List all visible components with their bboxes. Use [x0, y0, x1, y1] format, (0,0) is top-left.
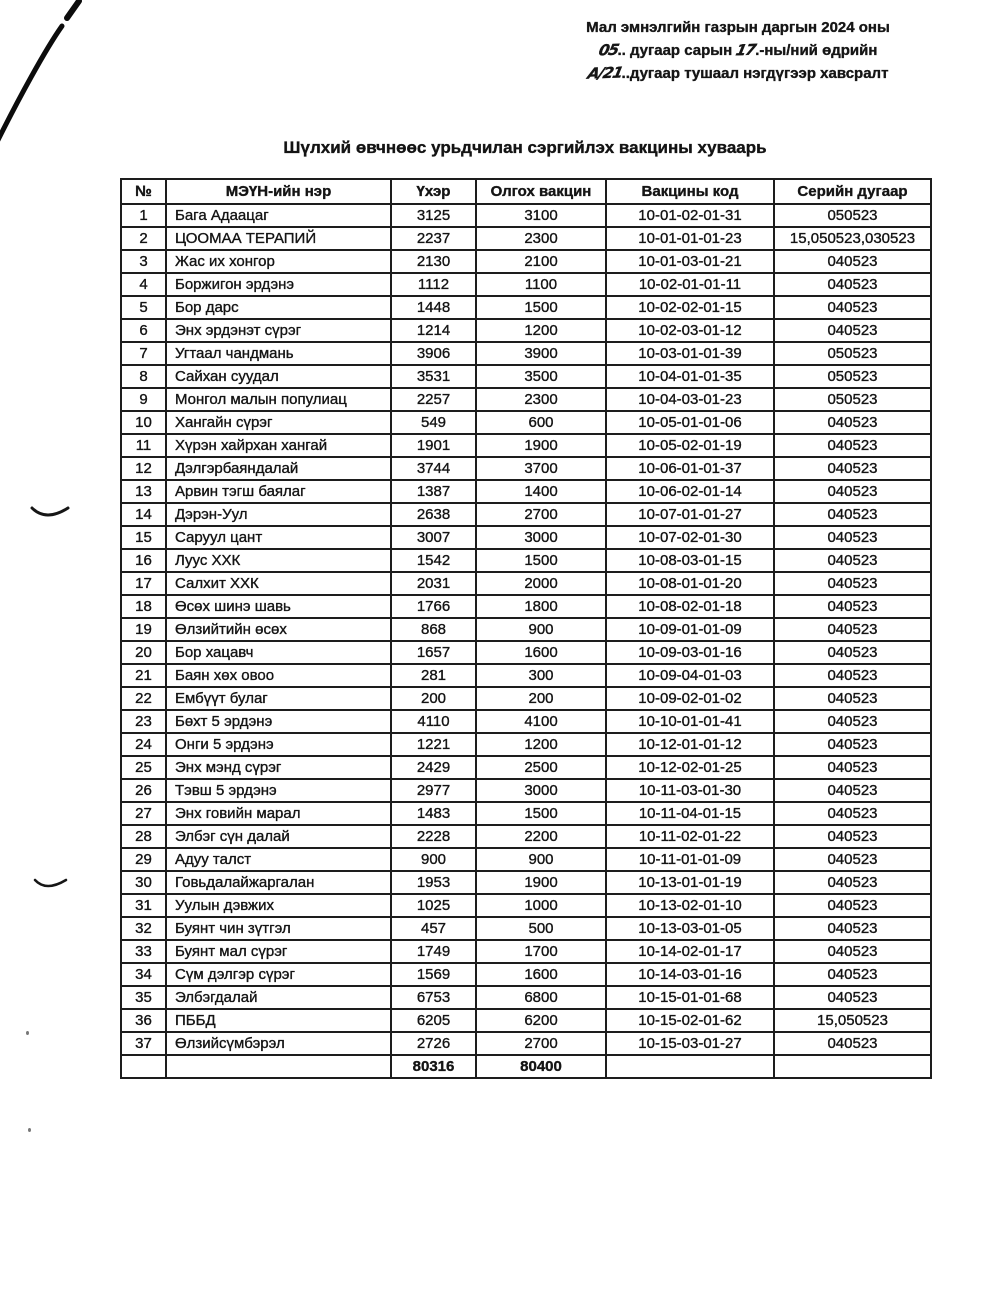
tick-mark-lower [32, 872, 76, 896]
scan-speck [28, 1128, 31, 1132]
vaccine-count: 6800 [476, 986, 606, 1009]
serial-number: 15,050523 [774, 1009, 931, 1032]
unit-name: Дэлгэрбаяндалай [166, 457, 391, 480]
vaccine-count: 1800 [476, 595, 606, 618]
serial-number: 040523 [774, 733, 931, 756]
table-row [121, 687, 931, 710]
unit-name: Угтаал чандмань [166, 342, 391, 365]
vaccine-count: 500 [476, 917, 606, 940]
row-number: 31 [121, 894, 166, 917]
unit-name: Энх эрдэнэт сүрэг [166, 319, 391, 342]
vaccine-count: 1600 [476, 641, 606, 664]
cattle-count: 6753 [391, 986, 476, 1009]
vaccine-count: 1500 [476, 802, 606, 825]
unit-name: Бага Адаацаг [166, 204, 391, 227]
cattle-count: 1542 [391, 549, 476, 572]
table-row [121, 595, 931, 618]
cattle-count: 1953 [391, 871, 476, 894]
handwritten-day: 17 [734, 40, 758, 60]
vaccine-code: 10-01-02-01-31 [606, 204, 774, 227]
vaccine-count: 3900 [476, 342, 606, 365]
table-row [121, 434, 931, 457]
vaccine-code: 10-04-03-01-23 [606, 388, 774, 411]
vaccine-count: 2300 [476, 388, 606, 411]
serial-number: 040523 [774, 894, 931, 917]
unit-name: Тэвш 5 эрдэнэ [166, 779, 391, 802]
table-row [121, 526, 931, 549]
serial-number: 050523 [774, 388, 931, 411]
unit-name: Адуу талст [166, 848, 391, 871]
vaccine-count: 3000 [476, 526, 606, 549]
table-row [121, 204, 931, 227]
serial-number: 040523 [774, 779, 931, 802]
cattle-count: 900 [391, 848, 476, 871]
cattle-count: 2237 [391, 227, 476, 250]
table-row [121, 480, 931, 503]
table-row [121, 825, 931, 848]
table-row [121, 871, 931, 894]
vaccine-count: 4100 [476, 710, 606, 733]
cattle-count: 1749 [391, 940, 476, 963]
unit-name: Бөхт 5 эрдэнэ [166, 710, 391, 733]
table-row [121, 917, 931, 940]
row-number: 15 [121, 526, 166, 549]
row-number: 1 [121, 204, 166, 227]
vaccine-code: 10-03-01-01-39 [606, 342, 774, 365]
vaccine-count: 1400 [476, 480, 606, 503]
cattle-count: 1221 [391, 733, 476, 756]
vaccine-code: 10-01-01-01-23 [606, 227, 774, 250]
table-row [121, 802, 931, 825]
serial-number: 040523 [774, 457, 931, 480]
vaccine-count: 900 [476, 848, 606, 871]
table-row [121, 986, 931, 1009]
unit-name: Луус ХХК [166, 549, 391, 572]
unit-name: Буянт мал сүрэг [166, 940, 391, 963]
row-number: 36 [121, 1009, 166, 1032]
cattle-count: 2977 [391, 779, 476, 802]
unit-name: Саруул цант [166, 526, 391, 549]
vaccine-code: 10-11-01-01-09 [606, 848, 774, 871]
serial-number: 040523 [774, 503, 931, 526]
unit-name: ЦООМАА ТЕРАПИЙ [166, 227, 391, 250]
cattle-count: 3531 [391, 365, 476, 388]
vaccine-code: 10-12-02-01-25 [606, 756, 774, 779]
row-number: 2 [121, 227, 166, 250]
serial-number: 040523 [774, 986, 931, 1009]
vaccine-count: 1000 [476, 894, 606, 917]
vaccine-total: 80400 [476, 1055, 606, 1078]
unit-name: ПББД [166, 1009, 391, 1032]
unit-name: Боржигон эрдэнэ [166, 273, 391, 296]
vaccine-count: 3000 [476, 779, 606, 802]
unit-name: Говьдалайжаргалан [166, 871, 391, 894]
serial-number: 040523 [774, 480, 931, 503]
serial-number: 040523 [774, 618, 931, 641]
serial-number: 040523 [774, 549, 931, 572]
vaccine-code: 10-11-02-01-22 [606, 825, 774, 848]
vaccine-count: 1500 [476, 549, 606, 572]
serial-number: 040523 [774, 411, 931, 434]
row-number: 32 [121, 917, 166, 940]
table-row [121, 940, 931, 963]
table-row [121, 894, 931, 917]
vaccine-count: 1700 [476, 940, 606, 963]
cattle-count: 1387 [391, 480, 476, 503]
row-number: 27 [121, 802, 166, 825]
serial-number: 040523 [774, 687, 931, 710]
vaccine-count: 2200 [476, 825, 606, 848]
cattle-count: 2228 [391, 825, 476, 848]
table-row [121, 1009, 931, 1032]
serial-number: 040523 [774, 595, 931, 618]
cattle-count: 2638 [391, 503, 476, 526]
unit-name: Бор дарс [166, 296, 391, 319]
row-number: 14 [121, 503, 166, 526]
serial-number: 040523 [774, 917, 931, 940]
vaccine-code: 10-06-01-01-37 [606, 457, 774, 480]
table-row [121, 250, 931, 273]
unit-name: Өсөх шинэ шавь [166, 595, 391, 618]
vaccine-code: 10-13-03-01-05 [606, 917, 774, 940]
vaccine-code: 10-08-02-01-18 [606, 595, 774, 618]
row-number: 35 [121, 986, 166, 1009]
vaccine-count: 3700 [476, 457, 606, 480]
vaccine-code: 10-04-01-01-35 [606, 365, 774, 388]
vaccine-count: 300 [476, 664, 606, 687]
unit-name: Элбэг сүн далай [166, 825, 391, 848]
unit-name: Өлзийсүмбэрэл [166, 1032, 391, 1055]
vaccine-count: 200 [476, 687, 606, 710]
cattle-count: 549 [391, 411, 476, 434]
vaccine-count: 1100 [476, 273, 606, 296]
table-row [121, 641, 931, 664]
unit-name: Жас их хонгор [166, 250, 391, 273]
column-header: Үхэр [391, 179, 476, 204]
vaccine-code: 10-13-01-01-19 [606, 871, 774, 894]
table-row [121, 457, 931, 480]
order-reference-line3: А/21..дугаар тушаал нэгдүгээр хавсралт [568, 62, 908, 85]
table-row [121, 227, 931, 250]
serial-number: 040523 [774, 572, 931, 595]
column-header: МЭҮН-ийн нэр [166, 179, 391, 204]
scan-speck [26, 1031, 29, 1035]
serial-number: 040523 [774, 940, 931, 963]
row-number: 13 [121, 480, 166, 503]
table-row [121, 342, 931, 365]
serial-number: 040523 [774, 641, 931, 664]
page-title: Шүлхий өвчнөөс урьдчилан сэргийлэх вакцины хуваарь [283, 138, 767, 157]
unit-name: Монгол малын популиац [166, 388, 391, 411]
vaccine-count: 6200 [476, 1009, 606, 1032]
row-number: 30 [121, 871, 166, 894]
cattle-count: 2429 [391, 756, 476, 779]
serial-number: 040523 [774, 848, 931, 871]
vaccine-code: 10-02-01-01-11 [606, 273, 774, 296]
cattle-count: 1448 [391, 296, 476, 319]
vaccine-count: 1900 [476, 871, 606, 894]
order-reference-line2: 05.. дугаар сарын 17.-ны/ний өдрийн [568, 39, 908, 62]
serial-number: 15,050523,030523 [774, 227, 931, 250]
handwritten-month: 05 [596, 40, 620, 60]
row-number: 11 [121, 434, 166, 457]
vaccine-count: 2100 [476, 250, 606, 273]
column-header: Олгох вакцин [476, 179, 606, 204]
table-row [121, 756, 931, 779]
vaccine-count: 600 [476, 411, 606, 434]
vaccine-code: 10-05-01-01-06 [606, 411, 774, 434]
order-reference-line1: Мал эмнэлгийн газрын даргын 2024 оны [586, 19, 890, 36]
vaccine-code: 10-15-01-01-68 [606, 986, 774, 1009]
vaccine-code: 10-14-03-01-16 [606, 963, 774, 986]
cell-empty [606, 1055, 774, 1078]
table-row [121, 779, 931, 802]
row-number: 33 [121, 940, 166, 963]
vaccine-count: 1500 [476, 296, 606, 319]
vaccine-count: 1200 [476, 733, 606, 756]
cattle-count: 1657 [391, 641, 476, 664]
vaccine-code: 10-09-04-01-03 [606, 664, 774, 687]
unit-name: Өлзийтийн өсөх [166, 618, 391, 641]
cattle-count: 1025 [391, 894, 476, 917]
row-number: 25 [121, 756, 166, 779]
vaccine-code: 10-06-02-01-14 [606, 480, 774, 503]
vaccine-count: 3100 [476, 204, 606, 227]
cattle-count: 2130 [391, 250, 476, 273]
unit-name: Арвин тэгш баялаг [166, 480, 391, 503]
vaccine-count: 1900 [476, 434, 606, 457]
cattle-count: 6205 [391, 1009, 476, 1032]
vaccine-code: 10-10-01-01-41 [606, 710, 774, 733]
cattle-count: 281 [391, 664, 476, 687]
cattle-count: 1483 [391, 802, 476, 825]
vaccine-code: 10-14-02-01-17 [606, 940, 774, 963]
row-number: 17 [121, 572, 166, 595]
vaccine-count: 900 [476, 618, 606, 641]
unit-name: Буянт чин зүтгэл [166, 917, 391, 940]
table-header-row [121, 179, 931, 204]
cattle-count: 1569 [391, 963, 476, 986]
unit-name: Онги 5 эрдэнэ [166, 733, 391, 756]
handwritten-order-number: А/21 [585, 63, 624, 83]
serial-number: 040523 [774, 710, 931, 733]
row-number: 6 [121, 319, 166, 342]
serial-number: 040523 [774, 871, 931, 894]
cattle-count: 1901 [391, 434, 476, 457]
vaccine-code: 10-08-03-01-15 [606, 549, 774, 572]
unit-name: Энх мэнд сүрэг [166, 756, 391, 779]
vaccine-code: 10-02-03-01-12 [606, 319, 774, 342]
table-row [121, 319, 931, 342]
serial-number: 040523 [774, 825, 931, 848]
unit-name: Уулын дэвжих [166, 894, 391, 917]
table-row [121, 618, 931, 641]
vaccine-code: 10-15-03-01-27 [606, 1032, 774, 1055]
row-number: 26 [121, 779, 166, 802]
vaccine-count: 1200 [476, 319, 606, 342]
cattle-count: 1112 [391, 273, 476, 296]
table-row [121, 733, 931, 756]
serial-number: 040523 [774, 296, 931, 319]
serial-number: 040523 [774, 273, 931, 296]
row-number: 5 [121, 296, 166, 319]
unit-name: Баян хөх овоо [166, 664, 391, 687]
unit-name: Бор хацавч [166, 641, 391, 664]
unit-name: Салхит ХХК [166, 572, 391, 595]
table-row [121, 296, 931, 319]
table-totals-row [121, 1055, 931, 1078]
vaccine-code: 10-07-02-01-30 [606, 526, 774, 549]
row-number: 16 [121, 549, 166, 572]
table-row [121, 848, 931, 871]
row-number: 4 [121, 273, 166, 296]
unit-name: Хүрэн хайрхан хангай [166, 434, 391, 457]
table-row [121, 503, 931, 526]
table-row [121, 388, 931, 411]
row-number: 3 [121, 250, 166, 273]
vaccine-count: 2700 [476, 1032, 606, 1055]
unit-name: Энх говийн марал [166, 802, 391, 825]
vaccine-count: 2500 [476, 756, 606, 779]
row-number: 37 [121, 1032, 166, 1055]
vaccine-code: 10-09-01-01-09 [606, 618, 774, 641]
table-row [121, 710, 931, 733]
table-row [121, 1032, 931, 1055]
table-row [121, 572, 931, 595]
cattle-count: 4110 [391, 710, 476, 733]
cattle-count: 2257 [391, 388, 476, 411]
vaccine-count: 1600 [476, 963, 606, 986]
table-row [121, 273, 931, 296]
unit-name: Хангайн сүрэг [166, 411, 391, 434]
table-row [121, 664, 931, 687]
unit-name: Сүм дэлгэр сүрэг [166, 963, 391, 986]
cell-empty [121, 1055, 166, 1078]
serial-number: 050523 [774, 342, 931, 365]
vaccine-count: 2300 [476, 227, 606, 250]
row-number: 8 [121, 365, 166, 388]
unit-name: Сайхан суудал [166, 365, 391, 388]
cattle-count: 3125 [391, 204, 476, 227]
column-header: № [121, 179, 166, 204]
pen-stroke-mark [0, 0, 110, 150]
row-number: 21 [121, 664, 166, 687]
row-number: 28 [121, 825, 166, 848]
vaccine-code: 10-02-02-01-15 [606, 296, 774, 319]
cattle-count: 457 [391, 917, 476, 940]
serial-number: 040523 [774, 434, 931, 457]
cattle-count: 1766 [391, 595, 476, 618]
vaccine-code: 10-11-03-01-30 [606, 779, 774, 802]
serial-number: 040523 [774, 756, 931, 779]
tick-mark-upper [28, 498, 78, 526]
row-number: 10 [121, 411, 166, 434]
vaccine-code: 10-09-02-01-02 [606, 687, 774, 710]
vaccine-code: 10-12-01-01-12 [606, 733, 774, 756]
cattle-count: 1214 [391, 319, 476, 342]
vaccine-code: 10-09-03-01-16 [606, 641, 774, 664]
cell-empty [166, 1055, 391, 1078]
table-row [121, 963, 931, 986]
column-header: Серийн дугаар [774, 179, 931, 204]
serial-number: 040523 [774, 963, 931, 986]
cattle-count: 868 [391, 618, 476, 641]
row-number: 34 [121, 963, 166, 986]
serial-number: 050523 [774, 204, 931, 227]
vaccine-code: 10-13-02-01-10 [606, 894, 774, 917]
cattle-count: 2726 [391, 1032, 476, 1055]
cattle-count: 3007 [391, 526, 476, 549]
row-number: 23 [121, 710, 166, 733]
row-number: 12 [121, 457, 166, 480]
vaccine-code: 10-07-01-01-27 [606, 503, 774, 526]
vaccine-code: 10-15-02-01-62 [606, 1009, 774, 1032]
vaccine-code: 10-08-01-01-20 [606, 572, 774, 595]
cattle-count: 3744 [391, 457, 476, 480]
table-row [121, 549, 931, 572]
unit-name: Элбэгдалай [166, 986, 391, 1009]
order-reference [568, 16, 908, 85]
table-row [121, 365, 931, 388]
serial-number: 040523 [774, 664, 931, 687]
row-number: 9 [121, 388, 166, 411]
unit-name: Ембүүт булаг [166, 687, 391, 710]
vaccine-count: 2700 [476, 503, 606, 526]
row-number: 18 [121, 595, 166, 618]
serial-number: 040523 [774, 802, 931, 825]
table-row [121, 411, 931, 434]
vaccine-schedule-table [120, 178, 932, 1079]
cell-empty [774, 1055, 931, 1078]
row-number: 29 [121, 848, 166, 871]
vaccine-count: 2000 [476, 572, 606, 595]
row-number: 19 [121, 618, 166, 641]
cattle-total: 80316 [391, 1055, 476, 1078]
cattle-count: 200 [391, 687, 476, 710]
row-number: 7 [121, 342, 166, 365]
row-number: 20 [121, 641, 166, 664]
serial-number: 040523 [774, 526, 931, 549]
row-number: 22 [121, 687, 166, 710]
vaccine-count: 3500 [476, 365, 606, 388]
serial-number: 040523 [774, 1032, 931, 1055]
serial-number: 040523 [774, 319, 931, 342]
column-header: Вакцины код [606, 179, 774, 204]
serial-number: 040523 [774, 250, 931, 273]
vaccine-code: 10-01-03-01-21 [606, 250, 774, 273]
serial-number: 050523 [774, 365, 931, 388]
row-number: 24 [121, 733, 166, 756]
unit-name: Дэрэн-Уул [166, 503, 391, 526]
cattle-count: 2031 [391, 572, 476, 595]
cattle-count: 3906 [391, 342, 476, 365]
vaccine-code: 10-05-02-01-19 [606, 434, 774, 457]
vaccine-code: 10-11-04-01-15 [606, 802, 774, 825]
